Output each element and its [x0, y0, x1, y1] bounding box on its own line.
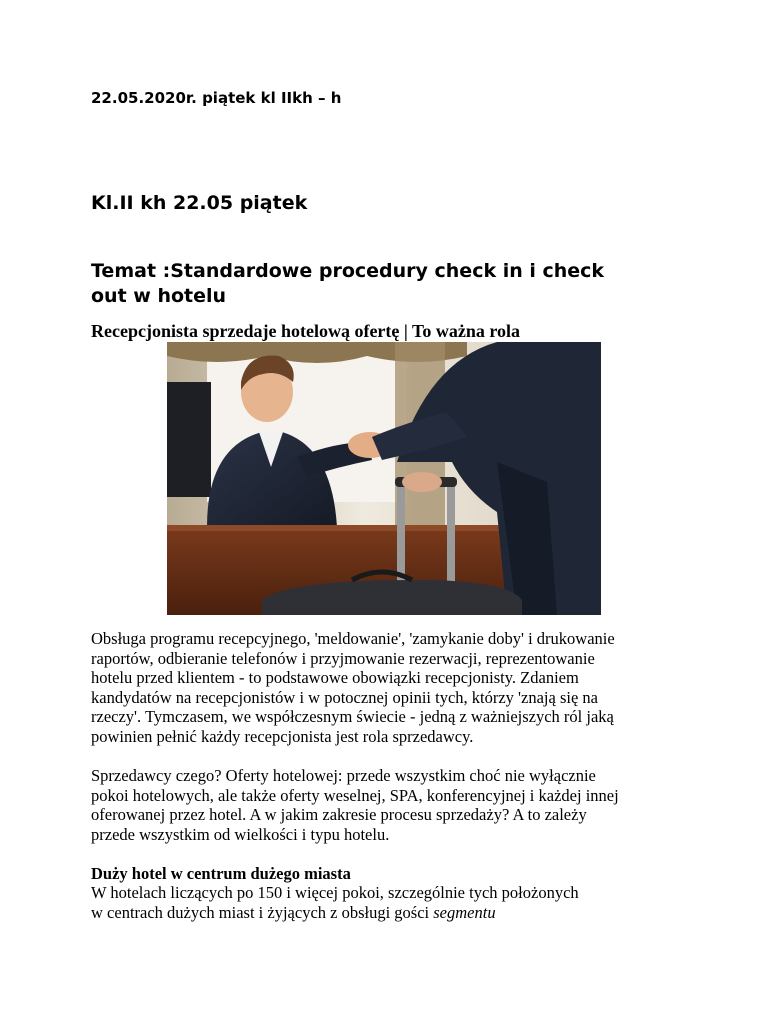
receptionist-handshake-photo	[167, 342, 601, 615]
paragraph-3	[91, 883, 691, 922]
paragraph-1-line: kandydatów na recepcjonistów i w potocznej opinii tych, którzy 'znają się na	[91, 687, 598, 707]
paragraph-3-line: w centrach dużych miast i żyjących z obsługi gości	[91, 902, 434, 922]
paragraph-1-line: raportów, odbieranie telefonów i przyjmowanie rezerwacji, reprezentowanie	[91, 648, 595, 668]
date-line: 22.05.2020r. piątek kl IIkh – h	[91, 89, 342, 107]
topic-heading-line1: Temat :Standardowe procedury check in i check	[91, 260, 605, 282]
paragraph-1-line: powinien pełnić każdy recepcjonista jest rola sprzedawcy.	[91, 726, 474, 746]
class-heading: Kl.II kh 22.05 piątek	[91, 192, 308, 214]
topic-heading-line2: out w hotelu	[91, 285, 227, 307]
paragraph-2	[91, 766, 691, 844]
paragraph-1-line: hotelu przed klientem - to podstawowe obowiązki recepcjonisty. Zdaniem	[91, 668, 579, 688]
paragraph-2-line: Sprzedawcy czego? Oferty hotelowej: przede wszystkim choć nie wyłącznie	[91, 766, 596, 785]
paragraph-1-line: Obsługa programu recepcyjnego, 'meldowanie', 'zamykanie doby' i drukowanie	[91, 629, 615, 648]
section-subheading: Duży hotel w centrum dużego miasta	[91, 864, 351, 883]
article-title: Recepcjonista sprzedaje hotelową ofertę | To ważna rola	[91, 321, 521, 341]
topic-heading	[91, 259, 691, 309]
paragraph-2-line: przede wszystkim od wielkości i typu hotelu.	[91, 824, 390, 844]
paragraph-1	[91, 629, 691, 747]
paragraph-1-line: rzeczy'. Tymczasem, we współczesnym świecie - jedną z ważniejszych ról jaką	[91, 707, 614, 727]
paragraph-3-line: W hotelach liczących po 150 i więcej pokoi, szczególnie tych położonych	[91, 883, 579, 902]
paragraph-2-line: pokoi hotelowych, ale także oferty weselnej, SPA, konferencyjnej i każdej innej	[91, 785, 619, 805]
paragraph-3-italic-word: segmentu	[433, 902, 496, 922]
paragraph-2-line: oferowanej przez hotel. A w jakim zakresie procesu sprzedaży? A to zależy	[91, 805, 587, 825]
